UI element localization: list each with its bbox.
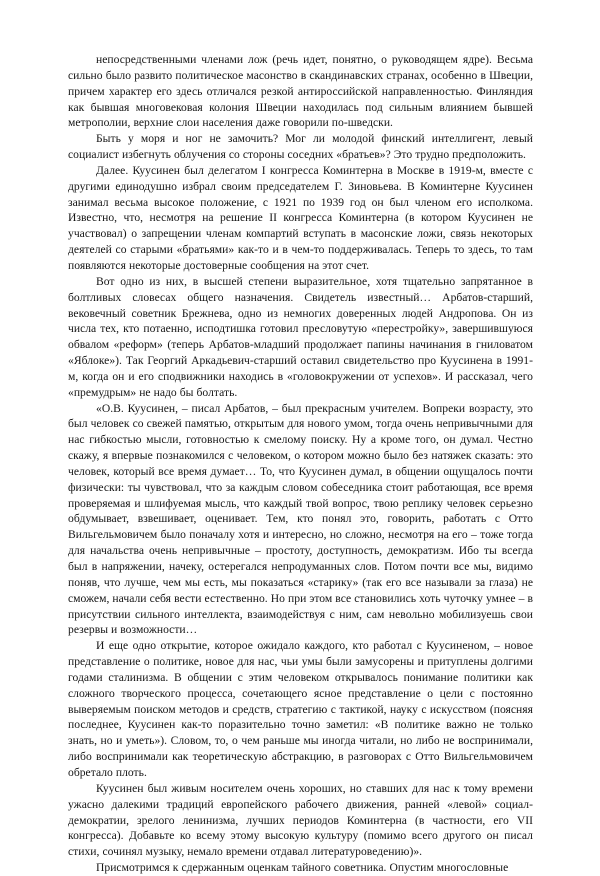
paragraph: Быть у моря и ног не замочить? Мог ли молодой финский интеллигент, левый социалист избегнуть облучения со стороны соседних «братьев»? Это трудно предположить.	[68, 132, 533, 162]
body-text-column	[68, 52, 533, 876]
paragraph: Вот одно из них, в высшей степени выразительное, хотя тщательно запрятанное в болтливых словесах общего назначения. Свидетель известный… Арбатов-старший, вековечный советник Брежнева, одно из немногих доверенных людей Андропова. Он из числа тех, кто потаенно, исподтишка готовил пресловутую «перестройку», завершившуюся обвалом «реформ» (теперь Арбатов-младший продолжает папины начинания в гниловатом «Яблоке»). Так Георгий Аркадьевич-старший оставил свидетельство про Куусинена в 1991-м, когда он и его сподвижники находись в «головокружении от успехов». И рассказал, чего «премудрым» не надо бы болтать.	[68, 274, 533, 399]
paragraph: Куусинен был живым носителем очень хороших, но ставших для нас к тому времени ужасно далекими традиций европейского рабочего движения, ранней «левой» социал-демократии, зрелого ленинизма, лучших периодов Коминтерна (в частности, его VII конгресса). Добавьте ко всему этому высокую культуру (помимо всего другого он писал стихи, сочинял музыку, немало времени отдавал литературоведению)».	[68, 781, 533, 859]
paragraph: И еще одно открытие, которое ожидало каждого, кто работал с Куусиненом, – новое представление о политике, новое для нас, чьи умы были замусорены и притуплены долгими годами сталинизма. В общении с этим человеком открывалось понимание политики как сложного творческого процесса, сочетающего ясное представление о цели с постоянно выверяемым поиском методов и средств, стратегию с тактикой, науку с искусством (поясняя последнее, Куусинен как-то поразительно точно заметил: «В политике важно не только знать, но и уметь»). Словом, то, о чем раньше мы иногда читали, но либо не воспринимали, либо воспринимали как теоретическую абстракцию, в разговорах с Отто Вильгельмовичем обретало плоть.	[68, 639, 533, 779]
paragraph: Присмотримся к сдержанным оценкам тайного советника. Опустим многословные	[96, 861, 509, 875]
paragraph: «О.В. Куусинен, – писал Арбатов, – был прекрасным учителем. Вопреки возрасту, это был человек со свежей памятью, открытым для нового умом, тогда очень непривычными для нас гибкостью мысли, готовностью к смелому поиску. Ну а кроме того, он думал. Честно скажу, я впервые познакомился с человеком, о котором можно было без натяжек сказать: это человек, который все время думает… То, что Куусинен думал, в общении ощущалось почти физически: ты чувствовал, что за каждым словом собеседника стоит работающая, все время проверяемая и шлифуемая мысль, что каждый твой вопрос, твою реплику человек серьезно обдумывает, взвешивает, оценивает. Тем, кто понял это, говорить, работать с Отто Вильгельмовичем было поначалу хотя и интересно, но сложно, несмотря на его – тоже тогда для начальства очень непривычные – простоту, доступность, демократизм. Ибо ты всегда был в напряжении, начеку, остерегался непродуманных слов. Потом почти все мы, видимо поняв, что лучше, чем мы есть, мы показаться «старику» (так его все называли за глаза) не сможем, начали себя вести естественно. Но при этом все становились хоть чуточку умнее – в присутствии сильного интеллекта, взаимодействуя с ним, сам невольно мобилизуешь свои резервы и возможности…	[68, 401, 533, 637]
paragraph: Далее. Куусинен был делегатом I конгресса Коминтерна в Москве в 1919-м, вместе с другими единодушно избрал своим председателем Г. Зиновьева. В Коминтерне Куусинен занимал весьма высокое положение, с 1921 по 1939 год он был членом его исполкома. Известно, что, несмотря на решение II конгресса Коминтерна (в котором Куусинен не участвовал) о запрещении членам компартий вступать в масонские ложи, связь некоторых деятелей со старыми «братьями» как-то и в чем-то поддерживалась. Теперь то здесь, то там появляются некоторые достоверные сообщения на этот счет.	[68, 163, 533, 272]
paragraph: непосредственными членами лож (речь идет, понятно, о руководящем ядре). Весьма сильно было развито политическое масонство в скандинавских странах, особенно в Швеции, причем характер его здесь отличался резкой антироссийской направленностью. Финляндия как бывшая многовековая колония Швеции находилась под сильным влиянием бывшей метрополии, верхние слои населения даже говорили по-шведски.	[68, 53, 533, 130]
